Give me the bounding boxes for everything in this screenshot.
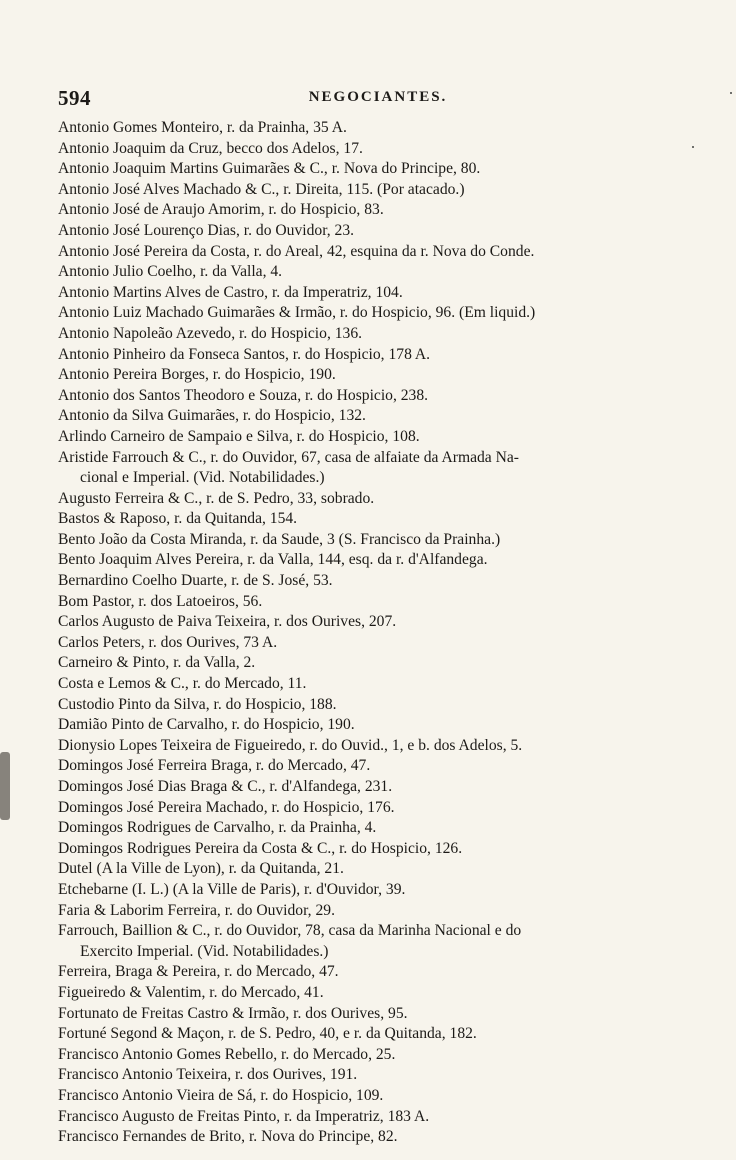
entry-text: Domingos Rodrigues de Carvalho, r. da Prainha, 4. <box>58 819 377 837</box>
entry-text: Antonio Martins Alves de Castro, r. da Imperatriz, 104. <box>58 283 403 301</box>
list-item <box>58 221 708 242</box>
entry-text: Dutel (A la Ville de Lyon), r. da Quitanda, 21. <box>58 860 344 878</box>
entry-text: Antonio José Pereira da Costa, r. do Areal, 42, esquina da r. Nova do Conde. <box>58 242 535 260</box>
list-item <box>58 406 708 427</box>
entry-text: Antonio Julio Coelho, r. da Valla, 4. <box>58 263 283 281</box>
entry-text: Fortuné Segond & Maçon, r. de S. Pedro, 40, e r. da Quitanda, 182. <box>58 1025 477 1043</box>
entry-text: Carlos Peters, r. dos Ourives, 73 A. <box>58 633 278 651</box>
entry-continuation: Exercito Imperial. (Vid. Notabilidades.) <box>80 942 329 960</box>
list-item <box>58 839 708 860</box>
page-header <box>58 86 698 114</box>
list-item <box>58 880 708 901</box>
entry-text: Francisco Antonio Teixeira, r. dos Ourives, 191. <box>58 1066 358 1084</box>
entry-continuation: cional e Imperial. (Vid. Notabilidades.) <box>80 469 325 487</box>
entry-text: Domingos José Pereira Machado, r. do Hospicio, 176. <box>58 798 395 816</box>
ink-speck <box>692 146 694 148</box>
list-item <box>58 283 708 304</box>
entry-text: Carneiro & Pinto, r. da Valla, 2. <box>58 654 256 672</box>
list-item <box>58 571 708 592</box>
entry-text: Dionysio Lopes Teixeira de Figueiredo, r. do Ouvid., 1, e b. dos Adelos, 5. <box>58 736 523 754</box>
entry-text: Etchebarne (I. L.) (A la Ville de Paris), r. d'Ouvidor, 39. <box>58 880 406 898</box>
entry-text: Arlindo Carneiro de Sampaio e Silva, r. do Hospicio, 108. <box>58 427 420 445</box>
entry-text: Antonio José de Araujo Amorim, r. do Hospicio, 83. <box>58 201 384 219</box>
list-item <box>58 983 708 1004</box>
entry-text: Bento João da Costa Miranda, r. da Saude, 3 (S. Francisco da Prainha.) <box>58 530 501 548</box>
list-item <box>58 200 708 221</box>
page-number: 594 <box>58 86 91 110</box>
entry-text: Custodio Pinto da Silva, r. do Hospicio, 188. <box>58 695 337 713</box>
entry-text: Domingos Rodrigues Pereira da Costa & C., r. do Hospicio, 126. <box>58 839 463 857</box>
list-item <box>58 962 708 983</box>
entry-text: Francisco Fernandes de Brito, r. Nova do Principe, 82. <box>58 1128 398 1146</box>
entry-text: Carlos Augusto de Paiva Teixeira, r. dos Ourives, 207. <box>58 613 397 631</box>
entry-text: Farrouch, Baillion & C., r. do Ouvidor, 78, casa da Marinha Nacional e do <box>58 922 522 940</box>
entry-text: Francisco Augusto de Freitas Pinto, r. da Imperatriz, 183 A. <box>58 1107 430 1125</box>
list-item <box>58 592 708 613</box>
list-item <box>58 612 708 633</box>
entry-text: Bom Pastor, r. dos Latoeiros, 56. <box>58 592 263 610</box>
entry-text: Antonio Joaquim da Cruz, becco dos Adelos, 17. <box>58 139 363 157</box>
list-item <box>58 303 708 324</box>
merchant-list <box>58 118 708 1148</box>
running-head: NEGOCIANTES. <box>308 89 448 105</box>
list-item <box>58 818 708 839</box>
list-item <box>58 509 708 530</box>
entry-text: Antonio Pinheiro da Fonseca Santos, r. do Hospicio, 178 A. <box>58 345 431 363</box>
entry-text: Augusto Ferreira & C., r. de S. Pedro, 33, sobrado. <box>58 489 375 507</box>
list-item <box>58 242 708 263</box>
list-item <box>58 550 708 571</box>
entry-text: Costa e Lemos & C., r. do Mercado, 11. <box>58 675 307 693</box>
ink-speck <box>730 92 732 94</box>
list-item <box>58 530 708 551</box>
entry-text: Bastos & Raposo, r. da Quitanda, 154. <box>58 510 298 528</box>
list-item <box>58 262 708 283</box>
entry-text: Francisco Antonio Vieira de Sá, r. do Hospicio, 109. <box>58 1086 384 1104</box>
entry-text: Antonio Joaquim Martins Guimarães & C., r. Nova do Principe, 80. <box>58 160 481 178</box>
list-item <box>58 180 708 201</box>
list-item <box>58 633 708 654</box>
entry-text: Damião Pinto de Carvalho, r. do Hospicio, 190. <box>58 716 355 734</box>
list-item <box>58 1065 708 1086</box>
list-item <box>58 1045 708 1066</box>
entry-text: Antonio dos Santos Theodoro e Souza, r. do Hospicio, 238. <box>58 386 429 404</box>
entry-text: Antonio Pereira Borges, r. do Hospicio, 190. <box>58 366 336 384</box>
entry-text: Bento Joaquim Alves Pereira, r. da Valla, 144, esq. da r. d'Alfandega. <box>58 551 488 569</box>
list-item <box>58 1086 708 1107</box>
list-item <box>58 324 708 345</box>
list-item <box>58 674 708 695</box>
list-item <box>58 736 708 757</box>
binding-stain <box>0 752 10 820</box>
entry-text: Domingos José Ferreira Braga, r. do Mercado, 47. <box>58 757 371 775</box>
entry-text: Figueiredo & Valentim, r. do Mercado, 41. <box>58 983 324 1001</box>
list-item <box>58 901 708 922</box>
entry-text: Antonio Napoleão Azevedo, r. do Hospicio, 136. <box>58 324 363 342</box>
list-item <box>58 653 708 674</box>
list-item <box>58 118 708 139</box>
entry-text: Antonio Gomes Monteiro, r. da Prainha, 35 A. <box>58 119 347 136</box>
entry-text: Antonio José Alves Machado & C., r. Direita, 115. (Por atacado.) <box>58 180 465 198</box>
entry-text: Faria & Laborim Ferreira, r. do Ouvidor, 29. <box>58 901 335 919</box>
list-item <box>58 798 708 819</box>
entry-text: Ferreira, Braga & Pereira, r. do Mercado, 47. <box>58 963 339 981</box>
list-item <box>58 345 708 366</box>
list-item <box>58 859 708 880</box>
entry-text: Antonio Luiz Machado Guimarães & Irmão, r. do Hospicio, 96. (Em liquid.) <box>58 304 536 322</box>
entry-text: Antonio José Lourenço Dias, r. do Ouvidor, 23. <box>58 221 355 239</box>
entry-text: Domingos José Dias Braga & C., r. d'Alfandega, 231. <box>58 778 393 795</box>
list-item <box>58 159 708 180</box>
list-item <box>58 386 708 407</box>
list-item <box>58 1024 708 1045</box>
entry-text: Francisco Antonio Gomes Rebello, r. do Mercado, 25. <box>58 1045 396 1063</box>
list-item <box>58 756 708 777</box>
list-item <box>58 489 708 510</box>
entry-text: Aristide Farrouch & C., r. do Ouvidor, 67, casa de alfaiate da Armada Na- <box>58 448 519 466</box>
list-item <box>58 1004 708 1025</box>
entry-text: Fortunato de Freitas Castro & Irmão, r. dos Ourives, 95. <box>58 1004 408 1022</box>
list-item <box>58 695 708 716</box>
list-item <box>58 921 708 962</box>
list-item <box>58 777 708 798</box>
entry-text: Antonio da Silva Guimarães, r. do Hospicio, 132. <box>58 407 366 425</box>
entry-text: Bernardino Coelho Duarte, r. de S. José, 53. <box>58 572 333 590</box>
list-item <box>58 365 708 386</box>
list-item <box>58 1107 708 1128</box>
list-item <box>58 448 708 489</box>
list-item <box>58 427 708 448</box>
list-item <box>58 715 708 736</box>
list-item <box>58 139 708 160</box>
list-item <box>58 1127 708 1148</box>
